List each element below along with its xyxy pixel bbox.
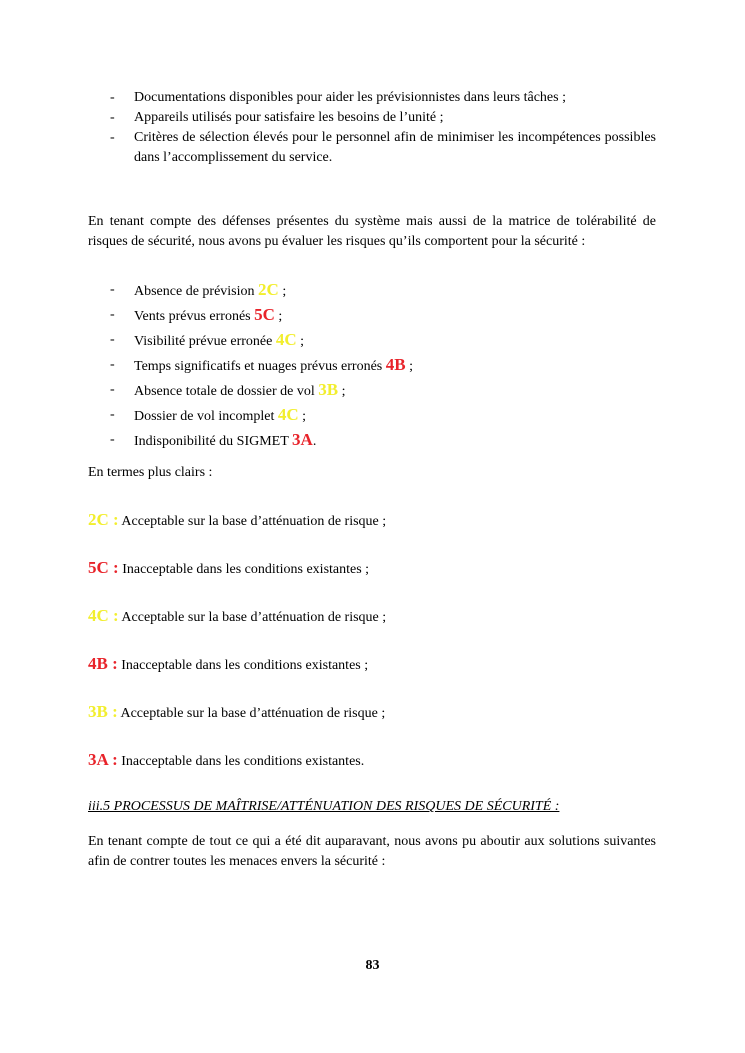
risk-text: Absence de prévision [134,284,255,299]
legend-code: 3A : [88,750,118,769]
risk-suffix: ; [274,309,283,324]
legend-item [88,701,656,725]
clear-terms: En termes plus clairs : [88,465,213,480]
risk-text: Indisponibilité du SIGMET [134,434,289,449]
legend-text: Inacceptable dans les conditions existantes ; [118,562,370,577]
risk-code: 5C [254,305,275,324]
legend-text: Acceptable sur la base d’atténuation de risque ; [117,706,386,721]
closing-paragraph: En tenant compte de tout ce qui a été dit auparavant, nous avons pu aboutir aux solutions suivantes afin de contrer toutes les menaces envers la sécurité : [88,834,656,869]
risk-code: 3A [292,430,313,449]
risk-item [88,278,656,303]
legend-text: Inacceptable dans les conditions existantes ; [117,658,369,673]
risk-text: Vents prévus erronés [134,309,251,324]
top-list [88,88,656,168]
legend-item [88,653,656,677]
legend-code: 2C : [88,510,119,529]
legend-text: Inacceptable dans les conditions existantes. [117,754,365,769]
risk-suffix: ; [296,334,304,349]
risk-code: 2C [258,280,279,299]
legend-code: 4B : [88,654,118,673]
risk-code: 4B [385,355,406,374]
legend-code: 5C : [88,558,119,577]
risk-text: Temps significatifs et nuages prévus erronés [134,359,383,374]
risk-item [88,428,656,453]
risk-code: 3B [318,380,339,399]
legend-item [88,749,656,773]
page-number: 83 [365,958,380,973]
legend-item [88,557,656,581]
legend-text: Acceptable sur la base d’atténuation de risque ; [118,610,387,625]
legend-code: 4C : [88,606,119,625]
legend-item [88,509,656,533]
risk-suffix: ; [278,284,287,299]
list-item: - Critères de sélection élevés pour le personnel afin de minimiser les incompétences possibles dans l’accomplissement du service. [88,128,656,168]
risk-text: Visibilité prévue erronée [134,334,273,349]
section-heading: iii.5 PROCESSUS DE MAÎTRISE/ATTÉNUATION DES RISQUES DE SÉCURITÉ : [88,799,560,814]
risk-suffix: ; [298,409,307,424]
intro-paragraph: En tenant compte des défenses présentes du système mais aussi de la matrice de tolérabilité de risques de sécurité, nous avons pu évaluer les risques qu’ils comportent pour la sécurité : [88,214,656,249]
list-item: - Documentations disponibles pour aider les prévisionnistes dans leurs tâches ; [88,88,656,108]
risk-code: 4C [277,405,299,424]
risk-item [88,303,656,328]
risk-item [88,328,656,353]
risk-item [88,353,656,378]
legend-text: Acceptable sur la base d’atténuation de risque ; [118,514,387,529]
risk-suffix: ; [405,359,413,374]
risk-item [88,403,656,428]
list-item: - Appareils utilisés pour satisfaire les besoins de l’unité ; [88,108,656,128]
risk-list [88,278,656,453]
legend-code: 3B : [88,702,118,721]
legend-item [88,605,656,629]
risk-suffix: . [312,434,317,449]
risk-code: 4C [275,330,297,349]
risk-text: Dossier de vol incomplet [134,409,275,424]
risk-item [88,378,656,403]
risk-text: Absence totale de dossier de vol [134,384,315,399]
risk-suffix: ; [338,384,346,399]
